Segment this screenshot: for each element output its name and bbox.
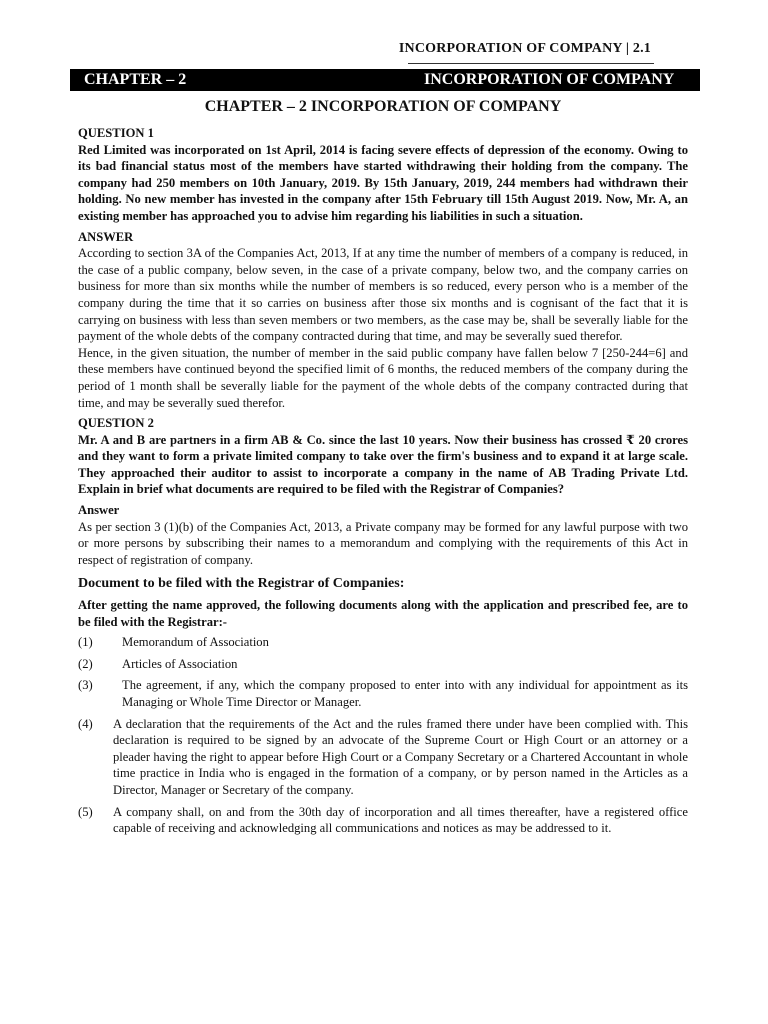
- answer-1-paragraph-2: Hence, in the given situation, the number of member in the said public company have fallen below 7 [250-244=6] and these members have continued beyond the specified limit of 6 months, the reduced members of the company during the period of 1 month shall be severally liable for the payment of the whole debts of the company contracted during that time, and may be severally sued therefor.: [78, 345, 688, 410]
- list-item: [78, 677, 688, 710]
- list-item-number: (4): [78, 716, 93, 731]
- documents-intro: After getting the name approved, the following documents along with the application and prescribed fee, are to be filed with the Registrar:-: [78, 598, 688, 629]
- question-1-text: Red Limited was incorporated on 1st April, 2014 is facing severe effects of depression of the economy. Owing to its bad financial status most of the members have started withdrawing their holding from the company. The company had 250 members on 10th January, 2019. By 15th January, 2019, 244 members had withdrawn their holding. No new member has invested in the company after 15th February till 15th August 2019. Now, Mr. A, an existing member has approached you to advise him regarding his liabilities in such a situation.: [78, 142, 688, 223]
- documents-list: [78, 634, 688, 837]
- document-body: [78, 97, 688, 842]
- page-title: CHAPTER – 2 INCORPORATION OF COMPANY: [204, 98, 562, 115]
- chapter-banner: [70, 69, 700, 91]
- list-item-text: The agreement, if any, which the company proposed to enter into with any individual for appointment as its Managing or Whole Time Director or Manager.: [122, 678, 688, 709]
- list-item-text: Articles of Association: [122, 656, 238, 671]
- question-2-label: QUESTION 2: [78, 416, 154, 431]
- answer-1-label: ANSWER: [78, 229, 134, 244]
- list-item-text: Memorandum of Association: [122, 635, 269, 650]
- list-item: [78, 634, 688, 651]
- documents-heading: Document to be filed with the Registrar of Companies:: [78, 576, 405, 592]
- list-item-number: (1): [78, 635, 93, 650]
- list-item-number: (2): [78, 656, 93, 671]
- question-2-text: Mr. A and B are partners in a firm AB & Co. since the last 10 years. Now their business has crossed ₹ 20 crores and they want to form a private limited company to take over the firm's business and to expand it at large scale. They approached their auditor to assist to incorporate a company in the name of AB Trading Private Ltd. Explain in brief what documents are required to be filed with the Registrar of Companies?: [78, 432, 688, 497]
- chapter-title: INCORPORATION OF COMPANY: [424, 71, 675, 88]
- answer-1-paragraph-1: According to section 3A of the Companies Act, 2013, If at any time the number of members of a company is reduced, in the case of a public company, below seven, in the case of a private company, below two, and the company carries on business for more than six months while the number of members is so reduced, every person who is a member of the company during the time that it so carries on business after those six months and is cognisant of the fact that it is carrying on business with less than seven members or two members, as the case may be, shall be severally liable for the payment of the whole debts of the company contracted during that time, and may be severally sued therefor.: [78, 246, 688, 344]
- list-item-number: (5): [78, 804, 93, 819]
- list-item: [78, 656, 688, 673]
- chapter-number: CHAPTER – 2: [84, 71, 187, 88]
- list-item-text: A company shall, on and from the 30th day of incorporation and all times thereafter, have a registered office capable of receiving and acknowledging all communications and notices as may be addressed to it.: [113, 804, 688, 836]
- running-header: INCORPORATION OF COMPANY | 2.1: [398, 41, 651, 56]
- question-1-label: QUESTION 1: [78, 126, 154, 140]
- list-item: [78, 804, 688, 837]
- list-item-text: A declaration that the requirements of the Act and the rules framed there under have been complied with. This declaration is required to be signed by an advocate of the Supreme Court or High Court or an attorney or a pleader having the right to appear before High Court or a Company Secretary or a Chartered Accountant in whole time practice in India who is engaged in the formation of a company, or by person named in the Articles as a Director, Manager or Secretary of the company.: [113, 716, 688, 797]
- list-item-number: (3): [78, 678, 93, 693]
- answer-2-label: Answer: [78, 503, 120, 518]
- answer-2-paragraph: As per section 3 (1)(b) of the Companies Act, 2013, a Private company may be formed for any lawful purpose with two or more persons by subscribing their names to a memorandum and complying with the requirements of this Act in respect of registration of company.: [78, 519, 688, 567]
- header-divider: [408, 63, 654, 64]
- list-item: [78, 716, 688, 799]
